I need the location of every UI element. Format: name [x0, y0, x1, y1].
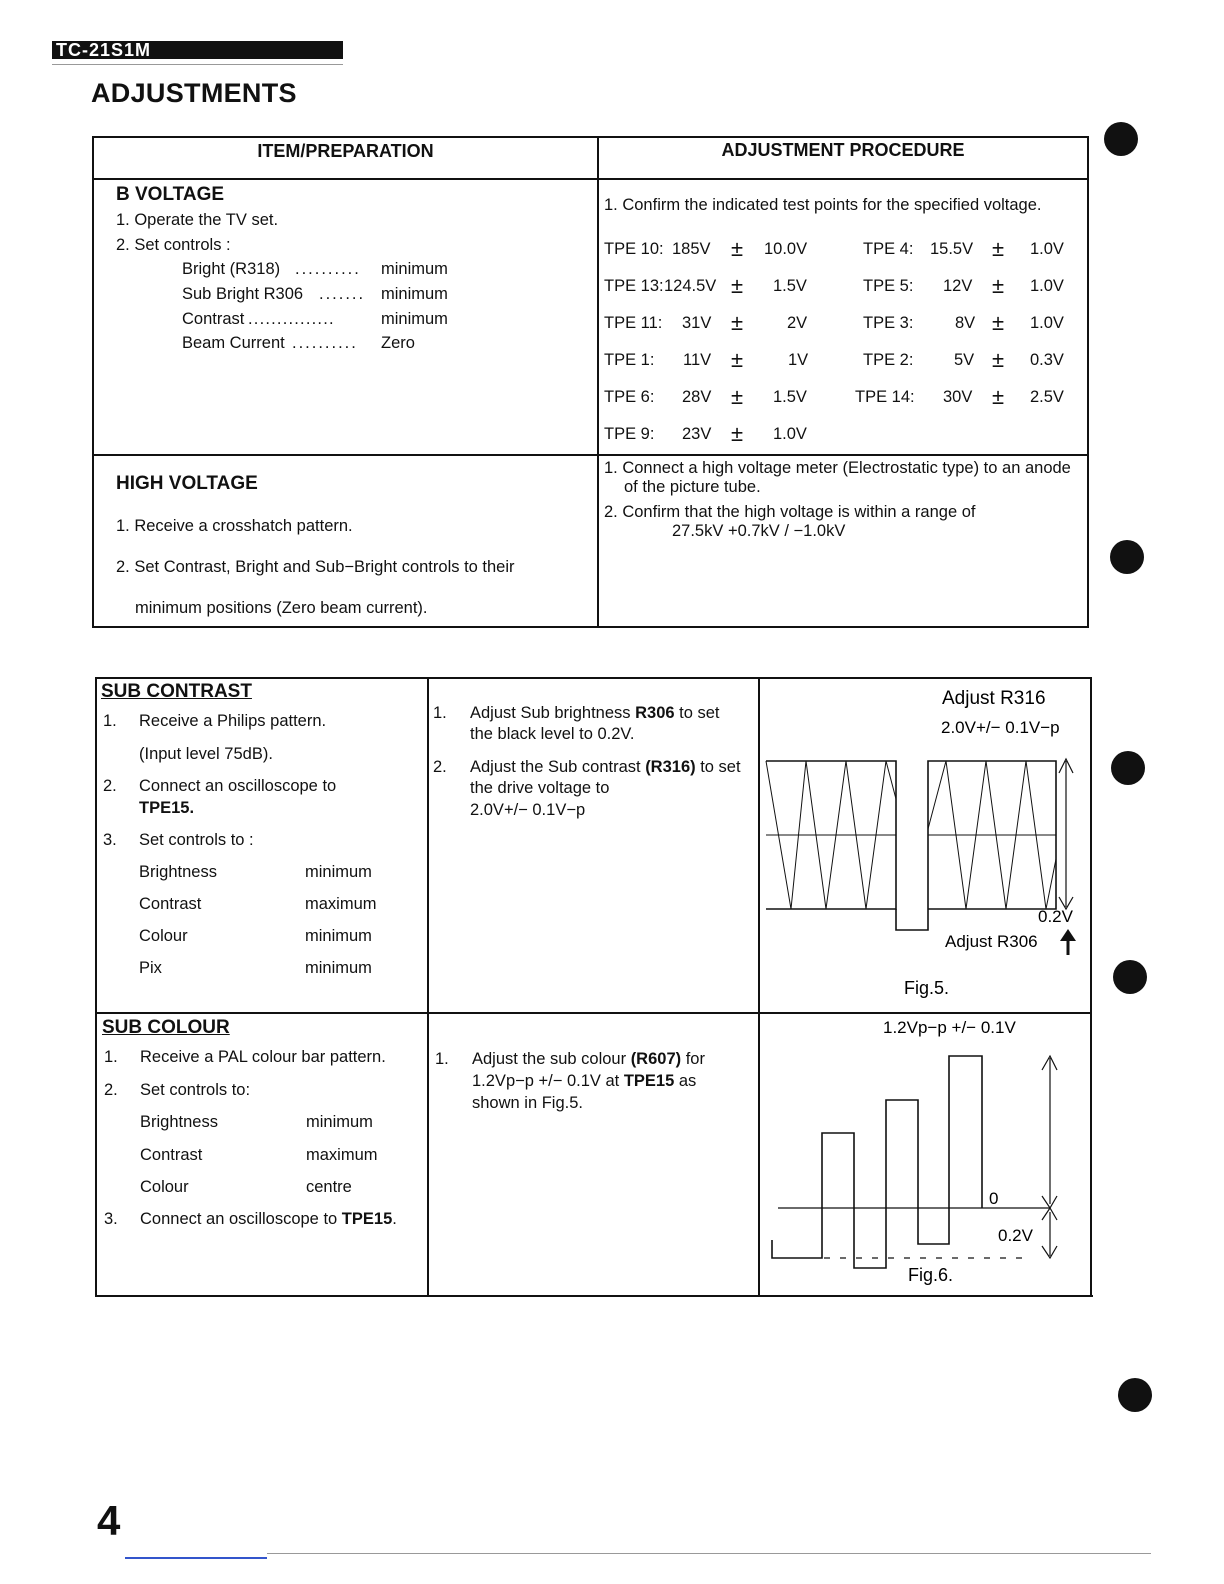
svg-text:0.2V: 0.2V: [1038, 907, 1073, 926]
high-voltage-range: 27.5kV +0.7kV / −1.0kV: [672, 522, 846, 540]
high-voltage-step-2: 2. Set Contrast, Bright and Sub−Bright controls to their: [116, 558, 515, 576]
b-voltage-procedure: 1. Confirm the indicated test points for the specified voltage.: [604, 196, 1042, 214]
sub-contrast-title: SUB CONTRAST: [101, 681, 252, 702]
punch-hole: [1104, 122, 1138, 156]
fig6-waveform: [760, 1014, 1090, 1295]
fig5-waveform: [760, 679, 1090, 1012]
b-voltage-title: B VOLTAGE: [116, 184, 225, 205]
page-title: ADJUSTMENTS: [91, 78, 297, 108]
svg-text:Fig.5.: Fig.5.: [904, 978, 950, 998]
svg-text:2.0V+/− 0.1V−p: 2.0V+/− 0.1V−p: [941, 718, 1060, 737]
svg-text:Fig.6.: Fig.6.: [908, 1265, 954, 1285]
model-number: TC-21S1M: [56, 40, 152, 60]
high-voltage-proc-1: 1. Connect a high voltage meter (Electrostatic type) to an anode: [604, 459, 1071, 477]
svg-text:1.2Vp−p +/− 0.1V: 1.2Vp−p +/− 0.1V: [883, 1018, 1016, 1037]
b-voltage-step-2: 2. Set controls :: [116, 236, 231, 254]
header-rule: [52, 64, 343, 65]
svg-text:Adjust R306: Adjust R306: [945, 932, 1038, 951]
high-voltage-step-2-cont: minimum positions (Zero beam current).: [135, 599, 428, 617]
sub-colour-title: SUB COLOUR: [102, 1017, 230, 1038]
punch-hole: [1113, 960, 1147, 994]
high-voltage-title: HIGH VOLTAGE: [116, 473, 258, 494]
svg-text:Adjust R316: Adjust R316: [942, 688, 1046, 709]
punch-hole: [1111, 751, 1145, 785]
svg-text:0.2V: 0.2V: [998, 1226, 1033, 1245]
punch-hole: [1110, 540, 1144, 574]
svg-text:0: 0: [989, 1189, 999, 1208]
b-voltage-step-1: 1. Operate the TV set.: [116, 211, 279, 229]
high-voltage-step-1: 1. Receive a crosshatch pattern.: [116, 517, 353, 535]
high-voltage-proc-2: 2. Confirm that the high voltage is within a range of: [604, 503, 976, 521]
punch-hole: [1118, 1378, 1152, 1412]
col-procedure-header: ADJUSTMENT PROCEDURE: [721, 140, 965, 160]
col-item-header: ITEM/PREPARATION: [257, 141, 434, 161]
footer-rule: [125, 1557, 267, 1559]
high-voltage-proc-1-cont: of the picture tube.: [624, 478, 761, 496]
page-number: 4: [97, 1497, 121, 1544]
footer-rule: [267, 1553, 1151, 1554]
